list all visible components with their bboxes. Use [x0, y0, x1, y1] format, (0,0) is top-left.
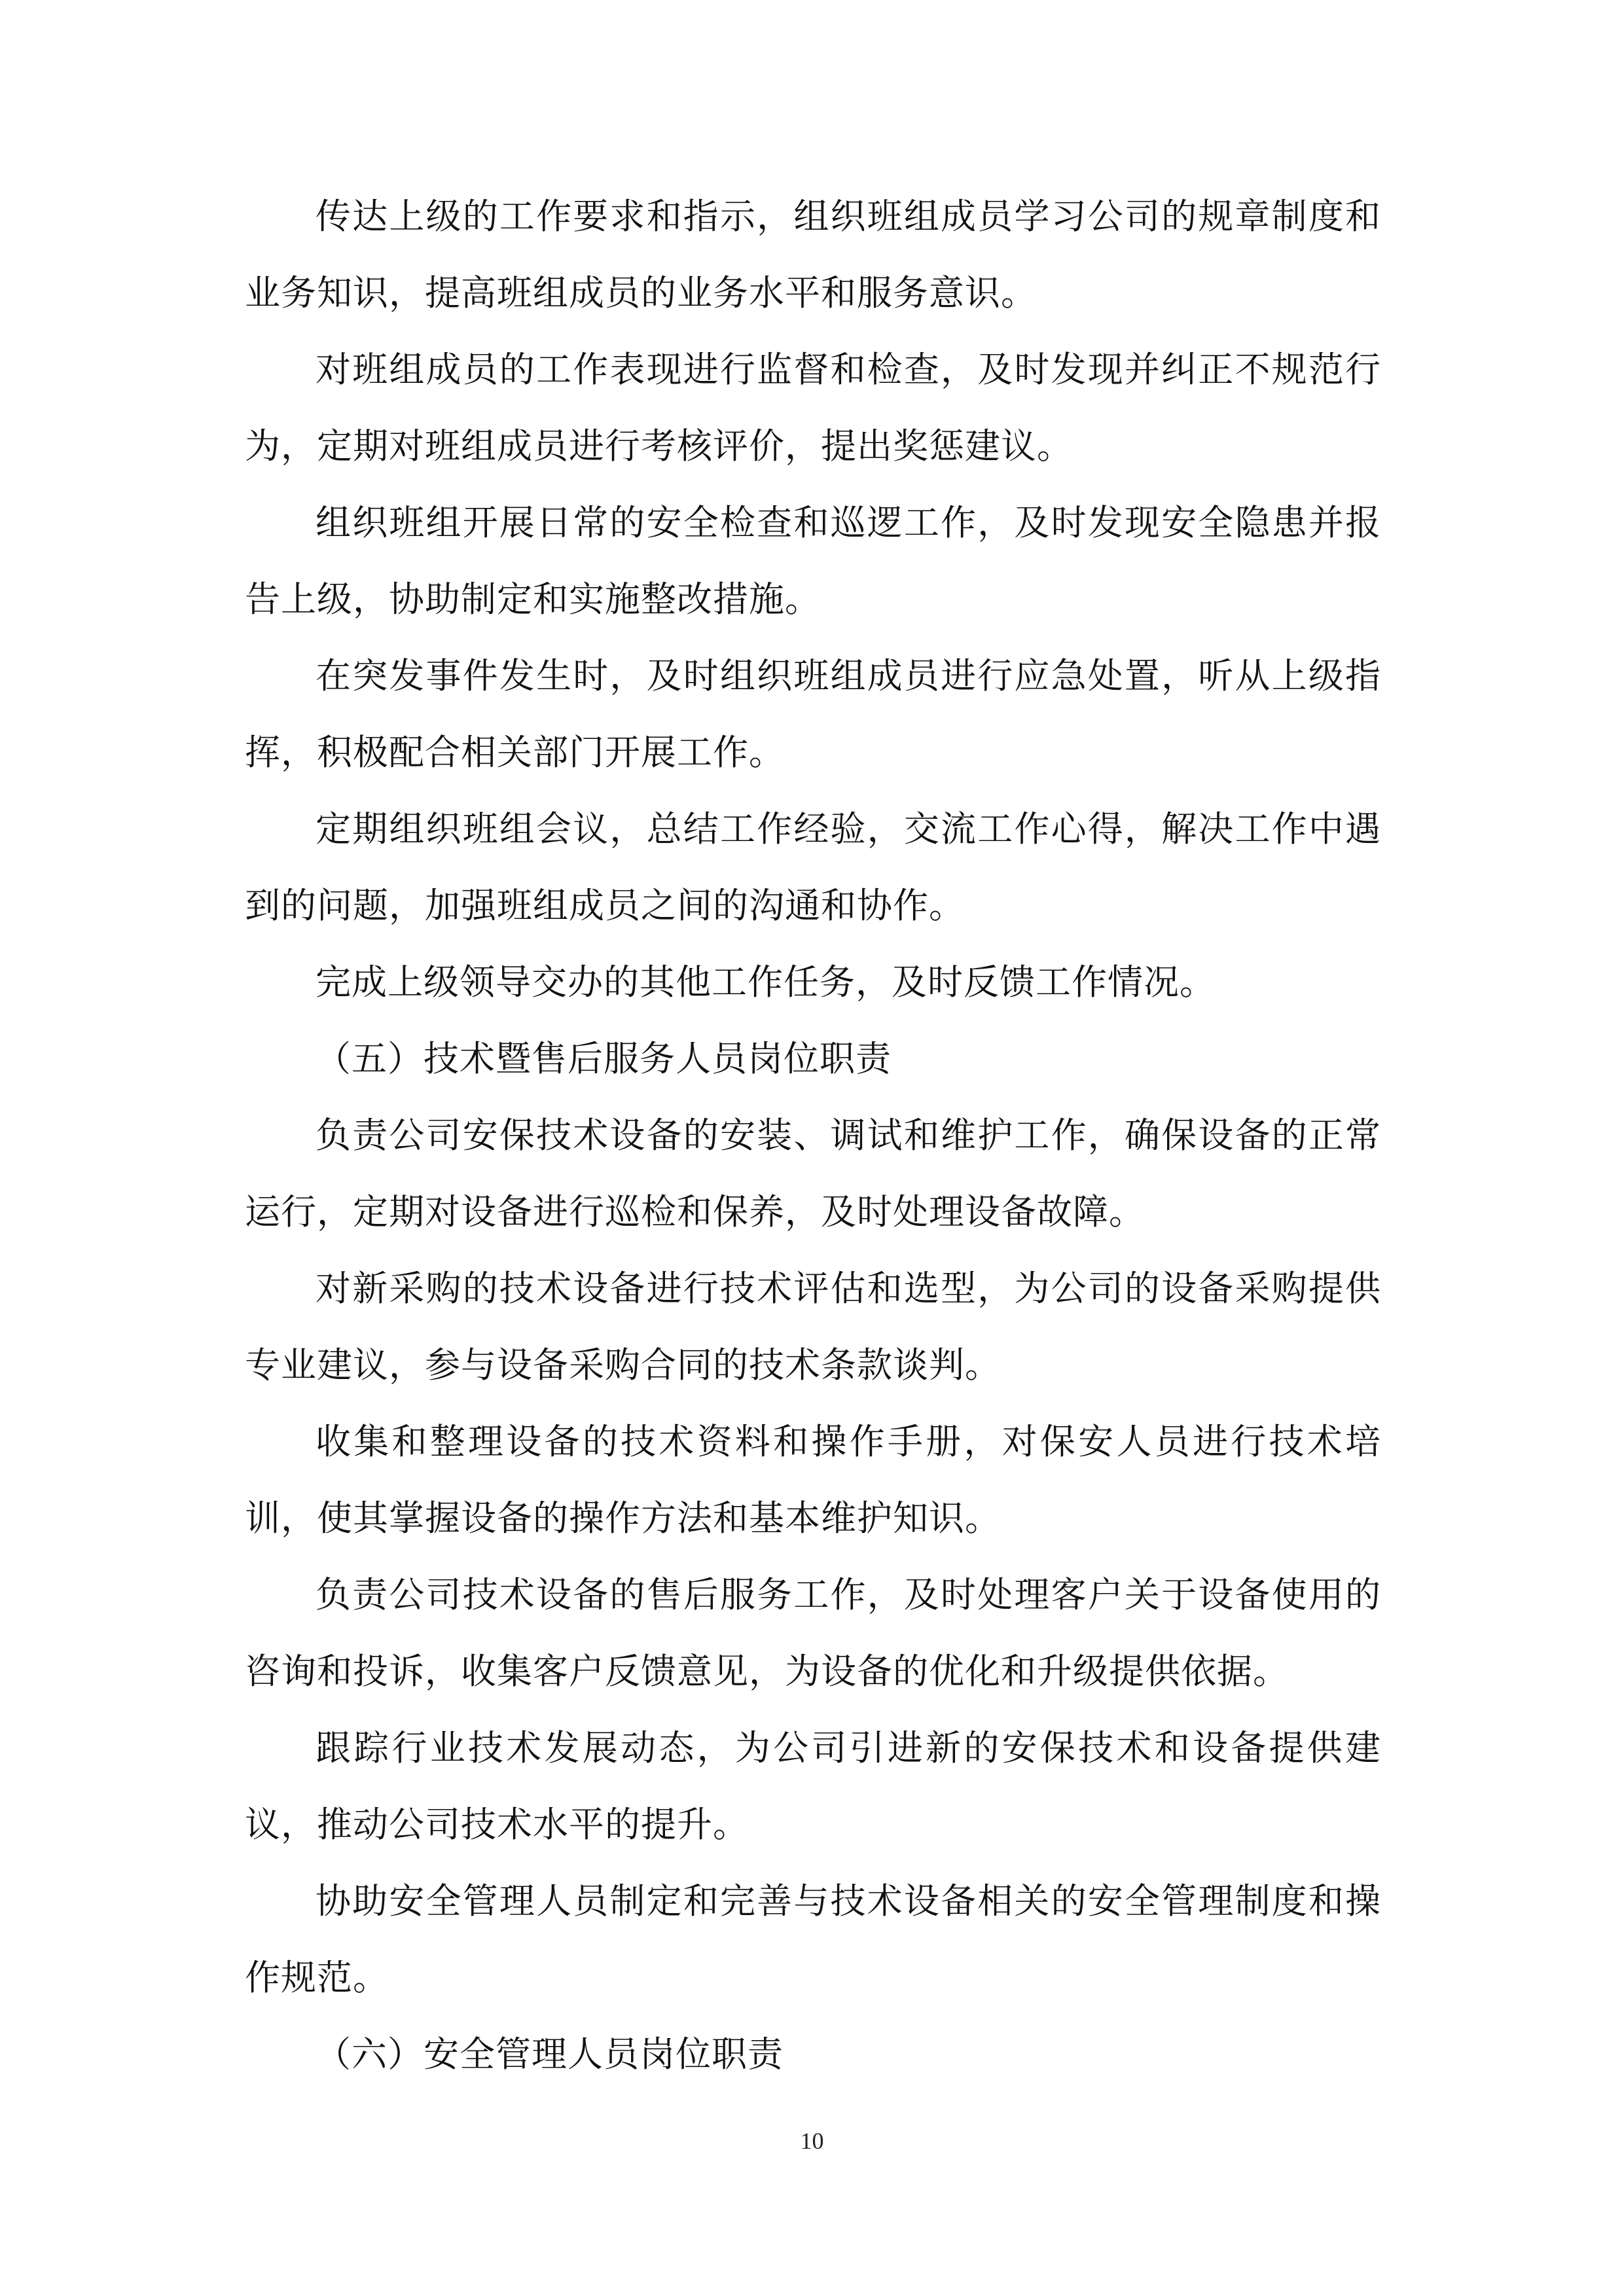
paragraph: 组织班组开展日常的安全检查和巡逻工作，及时发现安全隐患并报告上级，协助制定和实施整改措施。 [245, 502, 1381, 620]
paragraph: 完成上级领导交办的其他工作任务，及时反馈工作情况。 [316, 961, 1216, 1003]
paragraph: 对班组成员的工作表现进行监督和检查，及时发现并纠正不规范行为，定期对班组成员进行考核评价，提出奖惩建议。 [245, 349, 1381, 467]
page-number: 10 [800, 2128, 824, 2154]
paragraph: 负责公司技术设备的售后服务工作，及时处理客户关于设备使用的咨询和投诉，收集客户反馈意见，为设备的优化和升级提供依据。 [245, 1574, 1381, 1692]
paragraph: 对新采购的技术设备进行技术评估和选型，为公司的设备采购提供专业建议，参与设备采购合同的技术条款谈判。 [245, 1268, 1381, 1386]
paragraph: 传达上级的工作要求和指示，组织班组成员学习公司的规章制度和业务知识，提高班组成员的业务水平和服务意识。 [245, 196, 1381, 314]
paragraph: 跟踪行业技术发展动态，为公司引进新的安保技术和设备提供建议，推动公司技术水平的提升。 [245, 1727, 1381, 1845]
paragraph: 在突发事件发生时，及时组织班组成员进行应急处置，听从上级指挥，积极配合相关部门开展工作。 [245, 655, 1381, 773]
section-heading-6: （六）安全管理人员岗位职责 [316, 2034, 784, 2075]
paragraph: 定期组织班组会议，总结工作经验，交流工作心得，解决工作中遇到的问题，加强班组成员之间的沟通和协作。 [245, 808, 1381, 926]
paragraph: 负责公司安保技术设备的安装、调试和维护工作，确保设备的正常运行，定期对设备进行巡检和保养，及时处理设备故障。 [245, 1115, 1381, 1232]
paragraph: 收集和整理设备的技术资料和操作手册，对保安人员进行技术培训，使其掌握设备的操作方法和基本维护知识。 [245, 1421, 1381, 1539]
paragraph: 协助安全管理人员制定和完善与技术设备相关的安全管理制度和操作规范。 [245, 1880, 1381, 1998]
document-body [245, 178, 1381, 2092]
section-heading-5: （五）技术暨售后服务人员岗位职责 [316, 1038, 892, 1079]
